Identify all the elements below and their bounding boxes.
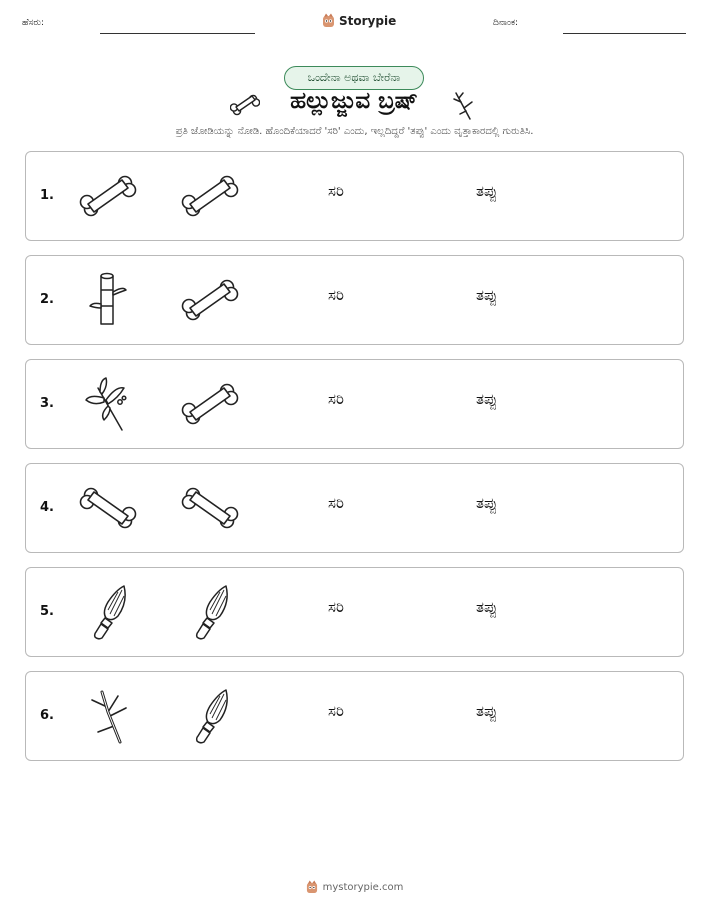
- exercise-row: [25, 151, 684, 241]
- option-correct[interactable]: ಸರಿ: [328, 598, 344, 616]
- option-correct[interactable]: ಸರಿ: [328, 182, 344, 200]
- bone-icon: [78, 478, 138, 538]
- exercise-row: [25, 567, 684, 657]
- row-number: 4.: [40, 500, 54, 515]
- footer-url[interactable]: mystorypie.com: [322, 881, 404, 893]
- bone-icon: [180, 270, 240, 330]
- row-number: 2.: [40, 292, 54, 307]
- instruction-text: ಪ್ರತಿ ಜೋಡಿಯನ್ನು ನೋಡಿ. ಹೊಂದಿಕೆಯಾದರೆ 'ಸರಿ' ಎಂದು, ಇಲ್ಲದಿದ್ದರೆ 'ತಪ್ಪು' ಎಂದು ವೃತ್ತಾಕಾರದಲ್ಲಿ ಗುರುತಿಸಿ.: [175, 126, 534, 137]
- twig-icon: [78, 686, 138, 746]
- brush-head-icon: [78, 582, 138, 642]
- bone-icon: [78, 166, 138, 226]
- option-correct[interactable]: ಸರಿ: [328, 286, 344, 304]
- storypie-mascot-icon: [306, 880, 318, 894]
- row-number: 5.: [40, 604, 54, 619]
- bone-icon: [180, 166, 240, 226]
- option-correct[interactable]: ಸರಿ: [328, 494, 344, 512]
- exercise-row: [25, 463, 684, 553]
- activity-badge: ಒಂದೇನಾ ಅಥವಾ ಬೇರೆನಾ: [284, 66, 424, 90]
- option-correct[interactable]: ಸರಿ: [328, 702, 344, 720]
- row-number: 1.: [40, 188, 54, 203]
- bamboo-icon: [78, 270, 138, 330]
- leafy-twig-icon: [78, 374, 138, 434]
- brand-logo: [322, 13, 396, 28]
- name-label: ಹೆಸರು:: [22, 18, 45, 28]
- option-wrong[interactable]: ತಪ್ಪು: [476, 598, 498, 616]
- option-wrong[interactable]: ತಪ್ಪು: [476, 702, 498, 720]
- option-wrong[interactable]: ತಪ್ಪು: [476, 494, 498, 512]
- row-number: 6.: [40, 708, 54, 723]
- row-number: 3.: [40, 396, 54, 411]
- brand-name: Storypie: [339, 13, 397, 28]
- brush-head-icon: [180, 686, 240, 746]
- exercise-row: [25, 359, 684, 449]
- page-title: ಹಲ್ಲುಜ್ಜುವ ಬ್ರಷ್: [290, 88, 418, 114]
- exercise-row: [25, 671, 684, 761]
- option-wrong[interactable]: ತಪ್ಪು: [476, 390, 498, 408]
- option-correct[interactable]: ಸರಿ: [328, 390, 344, 408]
- option-wrong[interactable]: ತಪ್ಪು: [476, 182, 498, 200]
- name-write-line[interactable]: [100, 33, 255, 34]
- option-wrong[interactable]: ತಪ್ಪು: [476, 286, 498, 304]
- date-label: ದಿನಾಂಕ:: [493, 18, 519, 28]
- date-write-line[interactable]: [563, 33, 686, 34]
- brush-head-icon: [180, 582, 240, 642]
- exercise-row: [25, 255, 684, 345]
- twig-icon: [450, 90, 476, 122]
- bone-icon: [180, 374, 240, 434]
- storypie-mascot-icon: [322, 13, 335, 28]
- footer: [0, 880, 709, 894]
- bone-icon: [180, 478, 240, 538]
